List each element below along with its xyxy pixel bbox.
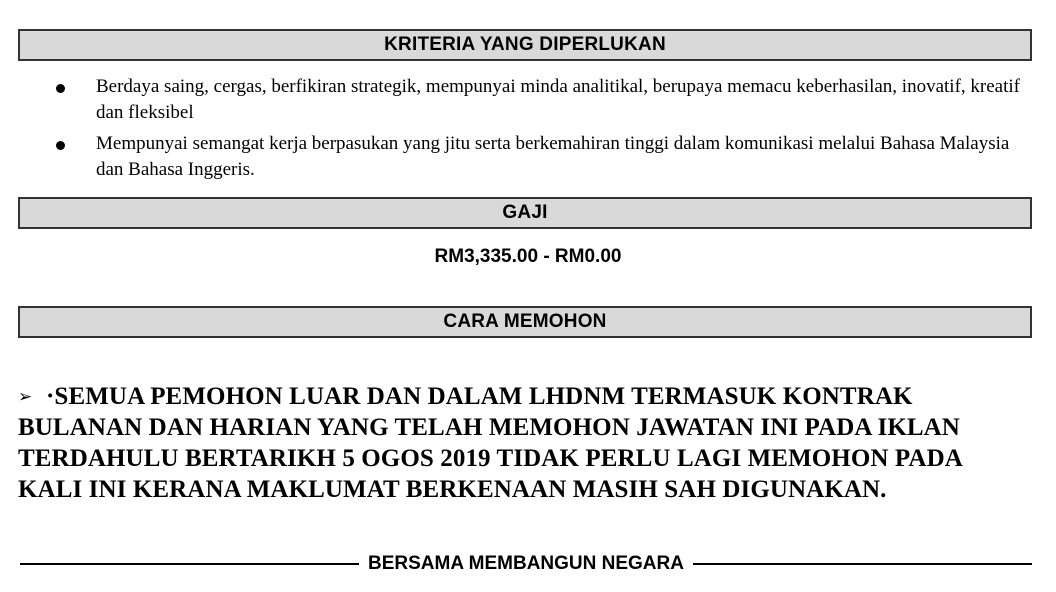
- salary-value: RM3,335.00 - RM0.00: [434, 246, 622, 267]
- section-title-salary: GAJI: [502, 202, 548, 223]
- section-title-criteria: KRITERIA YANG DIPERLUKAN: [384, 34, 666, 55]
- bullet-icon: [56, 141, 65, 150]
- footer-motto: BERSAMA MEMBANGUN NEGARA: [368, 553, 684, 574]
- footer-rule-left: [20, 563, 359, 565]
- section-header-criteria: [18, 29, 1032, 61]
- arrow-bullet-icon: ➢: [18, 387, 33, 406]
- footer: [20, 550, 1032, 578]
- section-title-apply: CARA MEMOHON: [443, 311, 607, 332]
- section-header-apply: [18, 306, 1032, 338]
- bullet-icon: [56, 84, 65, 93]
- section-header-salary: [18, 197, 1032, 229]
- criteria-item-text: Berdaya saing, cergas, berfikiran strategik, mempunyai minda analitikal, berupaya memacu keberhasilan, inovatif, kreatif dan fleksibel: [96, 76, 1020, 123]
- application-notice-text: ·SEMUA PEMOHON LUAR DAN DALAM LHDNM TERMASUK KONTRAK BULANAN DAN HARIAN YANG TELAH MEMOHON JAWATAN INI PADA IKLAN TERDAHULU BERTARIKH 5 OGOS 2019 TIDAK PERLU LAGI MEMOHON PADA KALI INI KERANA MAKLUMAT BERKENAAN MASIH SAH DIGUNAKAN.: [18, 383, 962, 503]
- criteria-list: [0, 74, 1056, 188]
- list-item: [0, 131, 1056, 183]
- footer-rule-right: [693, 563, 1032, 565]
- criteria-item-text: Mempunyai semangat kerja berpasukan yang jitu serta berkemahiran tinggi dalam komunikasi melalui Bahasa Malaysia dan Bahasa Inggeris.: [96, 133, 1010, 180]
- list-item: [0, 74, 1056, 126]
- application-notice: [18, 381, 1028, 505]
